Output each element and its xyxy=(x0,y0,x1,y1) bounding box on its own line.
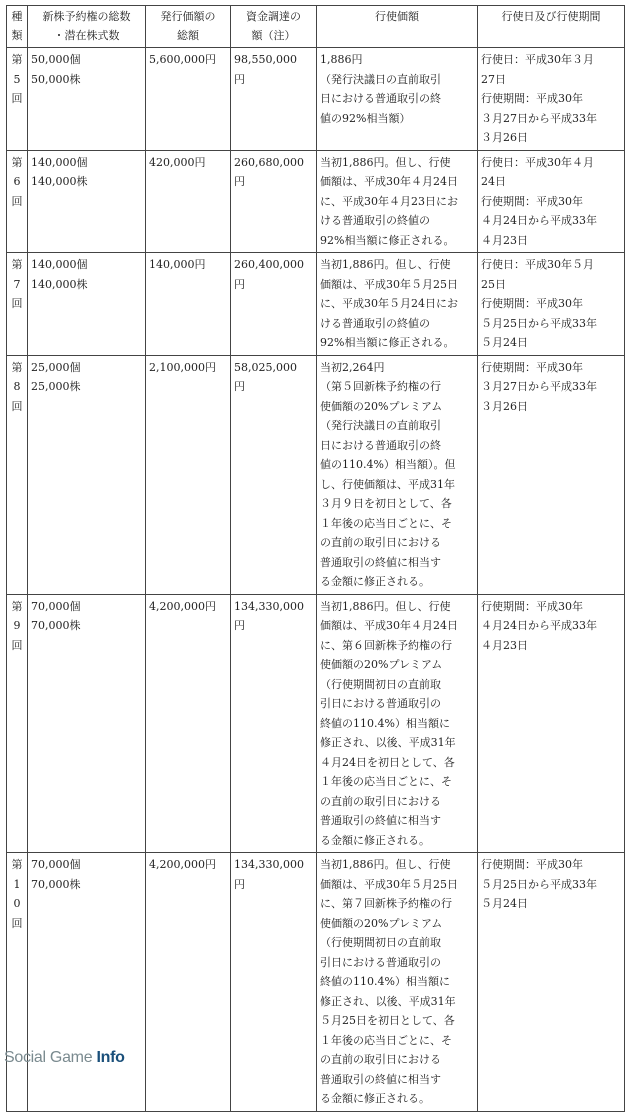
kind-char: 回 xyxy=(11,297,23,310)
header-exercise-price: 行使価額 xyxy=(317,6,478,48)
cell-issue-total: 420,000円 xyxy=(146,150,231,253)
cell-funds: 134,330,000 円 xyxy=(231,853,317,1112)
table-row xyxy=(7,594,625,853)
header-funds: 資金調達の 額（注） xyxy=(231,6,317,48)
cell-total xyxy=(28,853,146,1112)
kind-char: 回 xyxy=(11,916,23,930)
cell-kind xyxy=(7,253,28,356)
cell-total xyxy=(28,48,146,151)
table-row xyxy=(7,355,625,594)
watermark-prefix: Social Game xyxy=(4,1049,97,1066)
cell-issue-total: 4,200,000円 xyxy=(146,853,231,1112)
cell-exercise-period: 行使日：平成30年５月 25日 行使期間：平成30年 ５月25日から平成33年 ５月24日 xyxy=(478,253,625,356)
total-units: 50,000個 xyxy=(31,53,81,66)
total-units: 25,000個 xyxy=(31,360,81,374)
cell-kind xyxy=(7,594,28,853)
kind-char: 6 xyxy=(13,175,21,188)
cell-issue-total: 5,600,000円 xyxy=(146,48,231,151)
cell-kind xyxy=(7,853,28,1112)
cell-exercise-price: 当初1,886円。但し、行使 価額は、平成30年４月24日 に、第６回新株予約権の行 使価額の20%プレミアム （行使期間初日の直前取 引日における普通取引の 終値の110.4%）相当額に 修正され、以後、平成31年 ４月24日を初日として、各 １年後の応当日ごとに、そ の直前の取引日における 普通取引の終値に相当す る金額に修正される。 xyxy=(317,594,478,853)
total-units: 70,000個 xyxy=(31,599,81,613)
kind-char: 第 xyxy=(11,155,23,169)
header-exercise-period: 行使日及び行使期間 xyxy=(478,6,625,48)
header-row xyxy=(7,6,625,48)
cell-exercise-period: 行使期間：平成30年 ５月25日から平成33年 ５月24日 xyxy=(478,853,625,1112)
total-shares: 70,000株 xyxy=(31,877,81,891)
cell-issue-total: 4,200,000円 xyxy=(146,594,231,853)
cell-exercise-price: 当初2,264円 （第５回新株予約権の行 使価額の20%プレミアム （発行決議日の直前取引 日における普通取引の終 値の110.4%）相当額）。但 し、行使価額は、平成31年 ３月９日を初日として、各 １年後の応当日ごとに、そ の直前の取引日における 普通取引の終値に相当す る金額に修正される。 xyxy=(317,355,478,594)
cell-exercise-period: 行使期間：平成30年 ３月27日から平成33年 ３月26日 xyxy=(478,355,625,594)
total-shares: 25,000株 xyxy=(31,380,81,393)
cell-kind xyxy=(7,150,28,253)
cell-total xyxy=(28,355,146,594)
kind-char: 8 xyxy=(13,380,21,393)
kind-char: 1 xyxy=(13,877,21,891)
cell-exercise-period: 行使日：平成30年４月 24日 行使期間：平成30年 ４月24日から平成33年 ４月23日 xyxy=(478,150,625,253)
table-row xyxy=(7,253,625,356)
cell-kind xyxy=(7,355,28,594)
watermark-logo xyxy=(4,1049,125,1067)
total-shares: 70,000株 xyxy=(31,619,81,632)
warrants-table xyxy=(6,5,625,1112)
kind-char: 回 xyxy=(11,638,23,652)
kind-char: 回 xyxy=(11,194,23,208)
total-units: 140,000個 xyxy=(31,258,88,271)
kind-char: 第 xyxy=(11,53,23,66)
cell-funds: 260,400,000 円 xyxy=(231,253,317,356)
cell-exercise-period: 行使日：平成30年３月 27日 行使期間：平成30年 ３月27日から平成33年 ３月26日 xyxy=(478,48,625,151)
kind-char: 回 xyxy=(11,399,23,413)
kind-char: 第 xyxy=(11,599,23,613)
kind-char: 7 xyxy=(13,277,21,291)
kind-char: 5 xyxy=(13,72,21,86)
cell-exercise-price: 1,886円 （発行決議日の直前取引 日における普通取引の終 値の92%相当額） xyxy=(317,48,478,151)
cell-exercise-price: 当初1,886円。但し、行使 価額は、平成30年５月25日 に、平成30年５月24日にお ける普通取引の終値の 92%相当額に修正される。 xyxy=(317,253,478,356)
kind-char: 9 xyxy=(13,619,21,632)
table-row xyxy=(7,48,625,151)
kind-char: 第 xyxy=(11,258,23,271)
cell-exercise-period: 行使期間：平成30年 ４月24日から平成33年 ４月23日 xyxy=(478,594,625,853)
cell-total xyxy=(28,253,146,356)
kind-char: 0 xyxy=(13,897,21,910)
watermark-brand: Info xyxy=(96,1049,125,1066)
total-shares: 140,000株 xyxy=(31,277,88,291)
total-units: 70,000個 xyxy=(31,858,81,871)
cell-total xyxy=(28,594,146,853)
cell-funds: 98,550,000 円 xyxy=(231,48,317,151)
cell-funds: 260,680,000 円 xyxy=(231,150,317,253)
cell-funds: 134,330,000 円 xyxy=(231,594,317,853)
header-issue-total: 発行価額の 総額 xyxy=(146,6,231,48)
cell-funds: 58,025,000 円 xyxy=(231,355,317,594)
cell-issue-total: 2,100,000円 xyxy=(146,355,231,594)
header-total: 新株予約権の総数 ・潜在株式数 xyxy=(28,6,146,48)
cell-kind xyxy=(7,48,28,151)
total-shares: 50,000株 xyxy=(31,72,81,86)
cell-exercise-price: 当初1,886円。但し、行使 価額は、平成30年５月25日 に、第７回新株予約権の行 使価額の20%プレミアム （行使期間初日の直前取 引日における普通取引の 終値の110.4%）相当額に 修正され、以後、平成31年 ５月25日を初日として、各 １年後の応当日ごとに、そ の直前の取引日における 普通取引の終値に相当す る金額に修正される。 xyxy=(317,853,478,1112)
kind-char: 第 xyxy=(11,858,23,871)
cell-total xyxy=(28,150,146,253)
kind-char: 回 xyxy=(11,92,23,105)
total-units: 140,000個 xyxy=(31,155,88,169)
header-kind: 種 類 xyxy=(7,6,28,48)
table-row xyxy=(7,853,625,1112)
cell-issue-total: 140,000円 xyxy=(146,253,231,356)
cell-exercise-price: 当初1,886円。但し、行使 価額は、平成30年４月24日 に、平成30年４月23日にお ける普通取引の終値の 92%相当額に修正される。 xyxy=(317,150,478,253)
table-row xyxy=(7,150,625,253)
kind-char: 第 xyxy=(11,360,23,374)
total-shares: 140,000株 xyxy=(31,175,88,188)
